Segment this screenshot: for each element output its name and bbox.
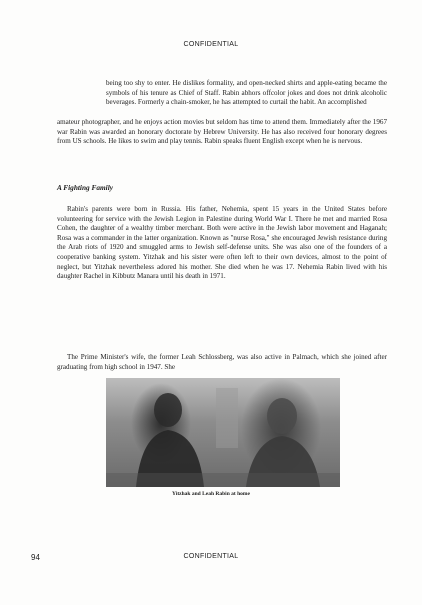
section-heading: A Fighting Family [57, 183, 113, 192]
photo-image [106, 378, 340, 487]
paragraph-3: The Prime Minister's wife, the former Leah Schlossberg, was also active in Palmach, which she joined after graduating from high school in 1947. She [57, 353, 387, 371]
page-number: 94 [31, 553, 40, 562]
paragraph-1-top: being too shy to enter. He dislikes formality, and open-necked shirts and apple-eating became the symbols of his tenure as Chief of Staff. Rabin abhors offcolor jokes and does not drink alcoholic beverages. Formerly a chain-smoker, he has attempted to curtail the habit. An accomplished [106, 79, 387, 107]
footer-classification: CONFIDENTIAL [183, 553, 239, 560]
paragraph-1-rest: amateur photographer, and he enjoys action movies but seldom has time to attend them. Immediately after the 1967 war Rabin was awarded an honorary doctorate by Hebrew University. He has also received four honorary degrees from US schools. He likes to swim and play tennis. Rabin speaks fluent English except when he is nervous. [57, 118, 387, 146]
paragraph-2: Rabin's parents were born in Russia. His father, Nehemia, spent 15 years in the United States before volunteering for service with the Jewish Legion in Palestine during World War I. There he met and married Rosa Cohen, the daughter of a wealthy timber merchant. Both were active in the Jewish labor movement and Haganah; Rosa was a commander in the latter organization. Known as "nurse Rosa," she encouraged Jewish resistance during the Arab riots of 1920 and smuggled arms to Jewish self-defense units. She was also one of the founders of a cooperative banking system. Yitzhak and his sister were often left to their own devices, almost to the point of neglect, but Yitzhak nevertheless adored his mother. She died when he was 17. Nehemia Rabin lived with his daughter Rachel in Kibbutz Manara until his death in 1971. [57, 205, 387, 281]
photo-caption: Yitzhak and Leah Rabin at home [172, 491, 250, 497]
header-classification: CONFIDENTIAL [183, 41, 239, 48]
photo-rabin-at-home [106, 378, 340, 487]
